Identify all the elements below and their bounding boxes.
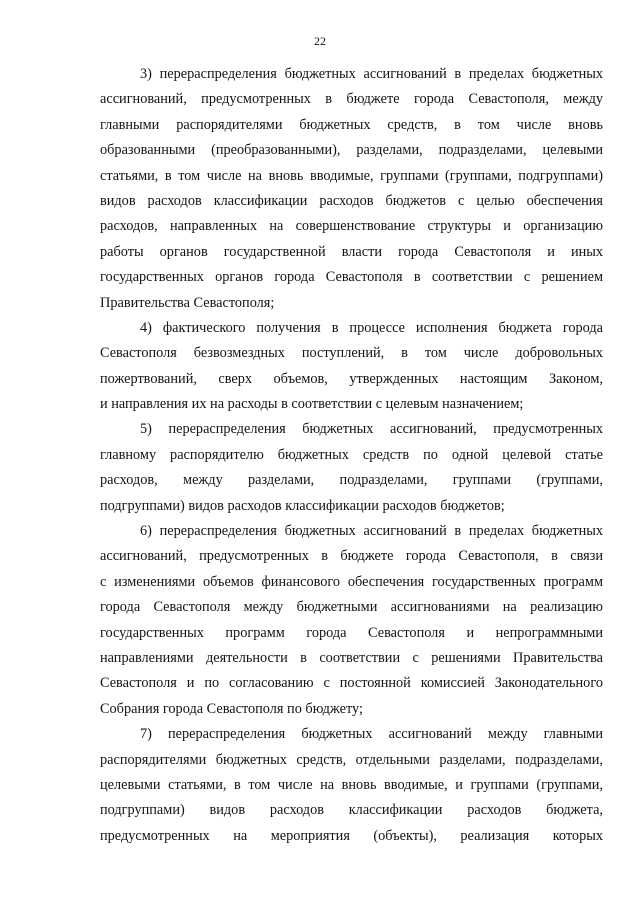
text-line: и направления их на расходы в соответствии с целевым назначением; <box>100 396 524 413</box>
text-line: Собрания города Севастополя по бюджету; <box>100 700 363 717</box>
text-line: 3) перераспределения бюджетных ассигнований в пределах бюджетных <box>140 66 603 82</box>
text-line: Правительства Севастополя; <box>100 294 275 311</box>
paragraph-item-6 <box>100 519 603 722</box>
paragraph-item-4 <box>100 316 603 418</box>
text-line: пожертвований, сверх объемов, утвержденных настоящим Законом, <box>100 370 603 387</box>
text-line: предусмотренных на мероприятия (объекты), реализация которых <box>100 827 603 844</box>
text-line: подгруппами) видов расходов классификации расходов бюджетов; <box>100 497 505 514</box>
text-line: направлениями деятельности в соответствии с решениями Правительства <box>100 649 603 666</box>
text-line: Севастополя и по согласованию с постоянной комиссией Законодательного <box>100 675 603 692</box>
text-line: расходов, направленных на совершенствование структуры и организацию <box>100 218 603 235</box>
text-line: города Севастополя между бюджетными ассигнованиями на реализацию <box>100 599 603 616</box>
text-line: ассигнований, предусмотренных в бюджете города Севастополя, в связи <box>100 548 603 565</box>
text-line: видов расходов классификации расходов бюджетов с целью обеспечения <box>100 192 603 209</box>
text-line: расходов, между разделами, подразделами, группами (группами, <box>100 472 603 489</box>
text-line: целевыми статьями, в том числе на вновь вводимые, и группами (группами, <box>100 776 603 793</box>
text-line: главному распорядителю бюджетных средств по одной целевой статье <box>100 446 603 463</box>
text-line: распорядителями бюджетных средств, отдельными разделами, подразделами, <box>100 751 603 768</box>
text-line: главными распорядителями бюджетных средств, в том числе вновь <box>100 116 603 133</box>
paragraph-item-5 <box>100 417 603 519</box>
paragraph-item-3 <box>100 62 603 316</box>
text-line: государственных программ города Севастополя и непрограммными <box>100 624 603 641</box>
text-line: статьями, в том числе на вновь вводимые, группами (группами, подгруппами) <box>100 167 603 184</box>
text-line: 4) фактического получения в процессе исполнения бюджета города <box>140 319 603 336</box>
document-text-body <box>100 62 603 849</box>
text-line: подгруппами) видов расходов классификации расходов бюджета, <box>100 802 603 819</box>
text-line: Севастополя безвозмездных поступлений, в том числе добровольных <box>100 345 603 362</box>
text-line: ассигнований, предусмотренных в бюджете города Севастополя, между <box>100 91 603 108</box>
paragraph-item-7 <box>100 722 603 849</box>
text-line: с изменениями объемов финансового обеспечения государственных программ <box>100 573 603 590</box>
text-line: образованными (преобразованными), разделами, подразделами, целевыми <box>100 142 603 159</box>
text-line: государственных органов города Севастополя в соответствии с решением <box>100 269 603 286</box>
text-line: 5) перераспределения бюджетных ассигнований, предусмотренных <box>140 421 603 438</box>
text-line: 7) перераспределения бюджетных ассигнований между главными <box>140 726 603 743</box>
text-line: 6) перераспределения бюджетных ассигнований в пределах бюджетных <box>140 523 603 540</box>
text-line: работы органов государственной власти города Севастополя и иных <box>100 243 603 260</box>
page-number: 22 <box>314 34 326 48</box>
